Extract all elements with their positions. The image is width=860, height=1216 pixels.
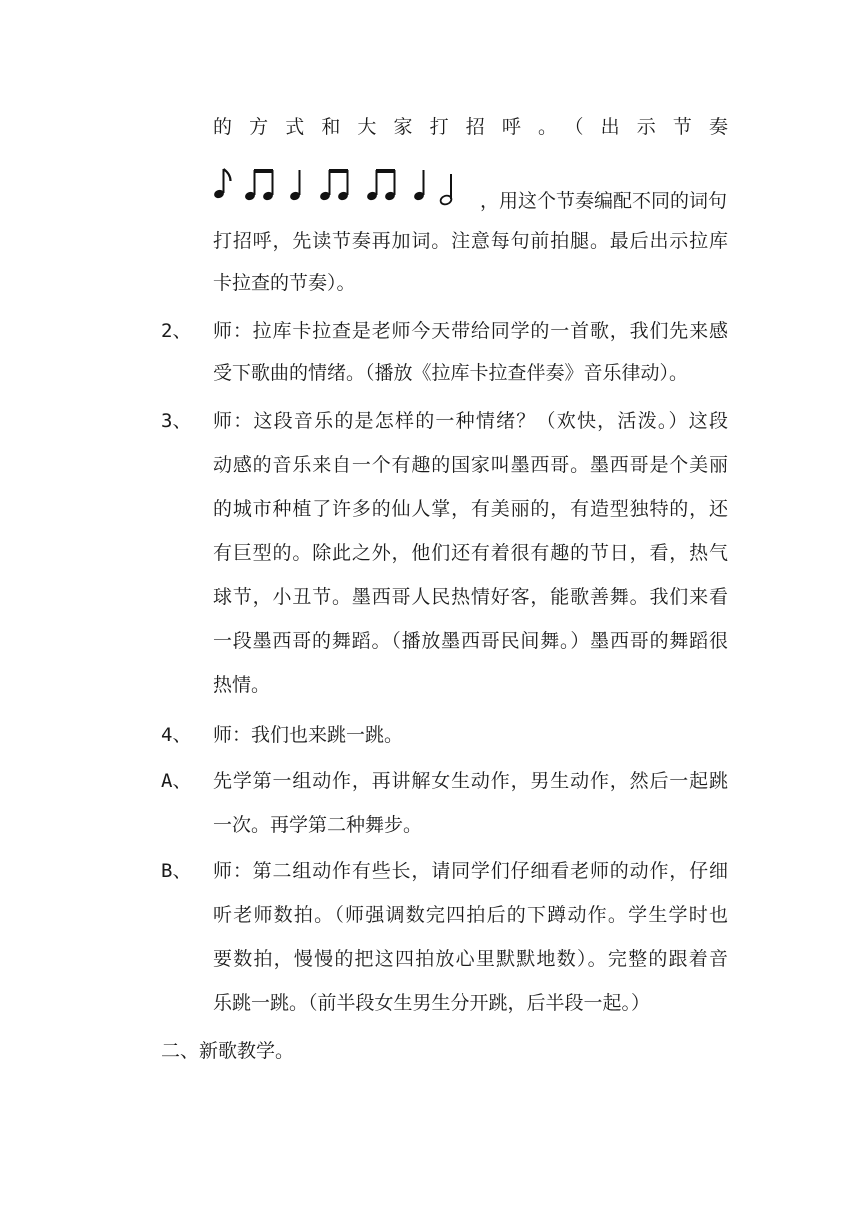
paragraph-line: 受下歌曲的情绪。（播放《拉库卡拉查伴奏》音乐律动）。	[213, 362, 689, 384]
paragraph-line: 打招呼，先读节奏再加词。注意每句前拍腿。最后出示拉库	[213, 230, 728, 252]
paragraph-line: 热情。	[213, 674, 271, 696]
paragraph-line: 一次。再学第二种舞步。	[213, 814, 423, 836]
rhythm-notation-image	[212, 160, 482, 212]
paragraph-line: 的城市种植了许多的仙人掌，有美丽的，有造型独特的，还	[213, 498, 728, 520]
paragraph-line: ，用这个节奏编配不同的词句	[480, 190, 728, 212]
list-marker: 2、	[161, 320, 192, 342]
section-heading: 二、新歌教学。	[161, 1040, 295, 1062]
paragraph-line: 动感的音乐来自一个有趣的国家叫墨西哥。墨西哥是个美丽	[213, 454, 728, 476]
list-marker: 3、	[161, 410, 192, 432]
paragraph-line: 的方式和大家打招呼。（出示节奏	[213, 116, 728, 138]
paragraph-line: 先学第一组动作，再讲解女生动作，男生动作，然后一起跳	[213, 770, 728, 792]
paragraph-line: 有巨型的。除此之外，他们还有着很有趣的节日，看，热气	[213, 542, 728, 564]
paragraph-line: 师：我们也来跳一跳。	[213, 724, 404, 746]
paragraph-line: 听老师数拍。（师强调数完四拍后的下蹲动作。学生学时也	[213, 904, 728, 926]
paragraph-line: 卡拉查的节奏）。	[213, 272, 356, 294]
paragraph-line: 乐跳一跳。（前半段女生男生分开跳，后半段一起。）	[213, 992, 651, 1014]
paragraph-line: 球节，小丑节。墨西哥人民热情好客，能歌善舞。我们来看	[213, 586, 728, 608]
list-marker: B、	[161, 860, 192, 882]
list-marker: 4、	[161, 724, 192, 746]
paragraph-line: 师：拉库卡拉查是老师今天带给同学的一首歌，我们先来感	[213, 320, 728, 342]
list-marker: A、	[161, 770, 192, 792]
paragraph-line: 师：这段音乐的是怎样的一种情绪？（欢快，活泼。）这段	[213, 410, 728, 432]
paragraph-line: 师：第二组动作有些长，请同学们仔细看老师的动作，仔细	[213, 860, 728, 882]
paragraph-line: 要数拍，慢慢的把这四拍放心里默默地数）。完整的跟着音	[213, 948, 728, 970]
rhythm-notation	[212, 160, 482, 212]
paragraph-line: 一段墨西哥的舞蹈。（播放墨西哥民间舞。）墨西哥的舞蹈很	[213, 630, 728, 652]
